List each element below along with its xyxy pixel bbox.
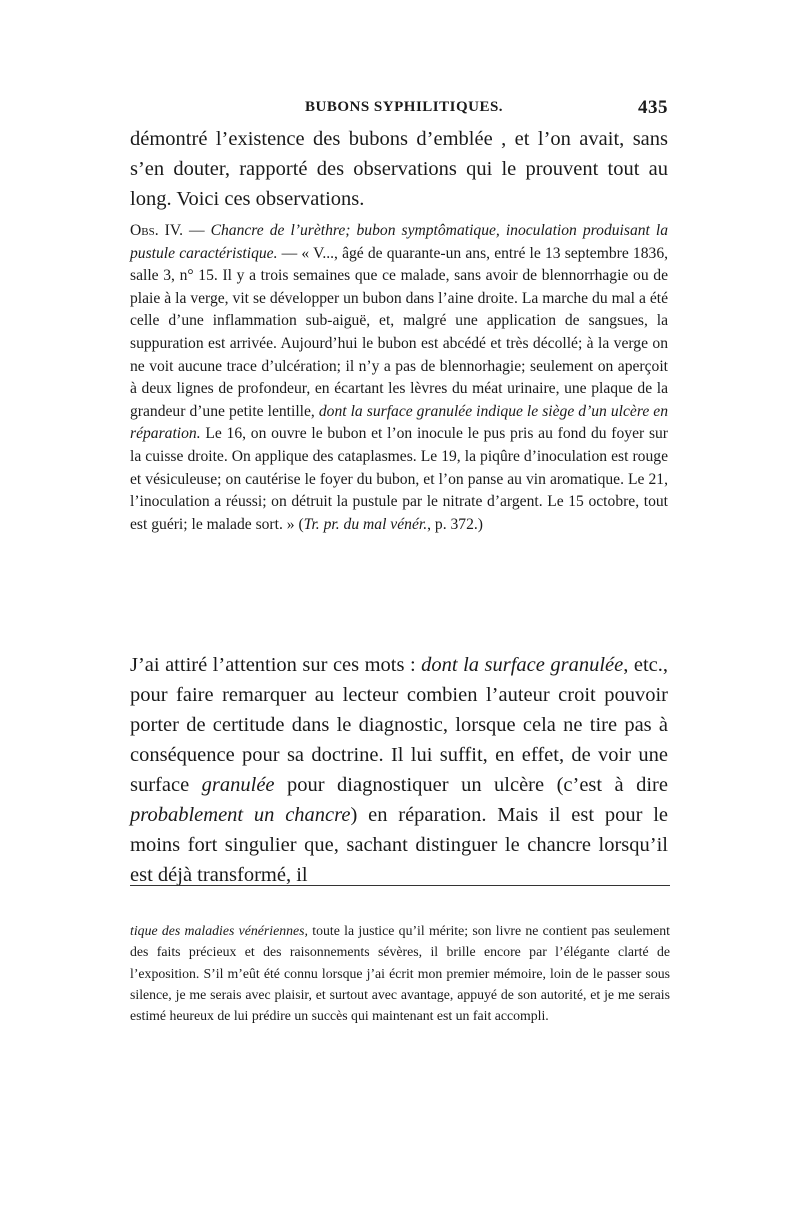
- intro-paragraph: démontré l’existence des bubons d’emblée , et l’on avait, sans s’en douter, rapporté des observations qui le prouvent tout au long. Voici ces observations.: [130, 128, 668, 210]
- main-text-1: J’ai attiré l’attention sur ces mots :: [130, 654, 422, 676]
- observation-italic-phrase: dont la surface granulée indique le siège d’un ulcère en réparation.: [130, 402, 669, 443]
- main-italic-3: probablement un chancre: [130, 804, 351, 826]
- observation-citation: Tr. pr. du mal vénér.: [303, 515, 428, 533]
- main-text-3: pour diagnostiquer un ulcère (c’est à dire: [274, 774, 668, 796]
- observation-paragraph: [130, 220, 668, 536]
- page-header: [130, 97, 668, 121]
- observation-title: Chancre de l’urèthre; bubon symptômatique, inoculation produisant la pustule caractéristique.: [130, 222, 669, 262]
- observation-text-1: — « V..., âgé de quarante-un ans, entré le 13 septembre 1836, salle 3, n° 15. Il y a trois semaines que ce malade, sans avoir de blennorrhagie ou de plaie à la verge, vit se développer un bubon dans l’aine droite. La marche du mal a été celle d’une inflammation sub-aiguë, et, malgré une application de sangsues, la suppuration est arrivée. Aujourd’hui le bubon est abcédé et très décollé; à la verge on ne voit aucune trace d’ulcération; il n’y a pas de blennorhagie; seulement on aperçoit à deux lignes de profondeur, en écartant les lèvres du méat urinaire, une plaque de la grandeur d’une petite lentille,: [130, 244, 669, 420]
- main-text-4: ) en réparation. Mais il est pour le moins fort singulier que, sachant distinguer le chancre lorsqu’il est déjà transformé, il: [130, 804, 669, 886]
- observation-dash: —: [182, 222, 211, 239]
- footnote: [130, 920, 670, 1026]
- main-italic-2: granulée: [201, 774, 275, 796]
- footnote-italic: tique des maladies vénériennes,: [130, 923, 308, 938]
- main-italic-1: dont la surface granulée: [421, 654, 624, 676]
- main-text-2: , etc., pour faire remarquer au lecteur combien l’auteur croit pouvoir porter de certitude dans le diagnostic, lorsque cela ne tire pas à conséquence pour sa doctrine. Il lui suffit, en effet, de voir une surface: [130, 654, 668, 796]
- footnote-text: toute la justice qu’il mérite; son livre ne contient pas seulement des faits précieux et des raisonnements sévères, il brille encore par l’élégante clarté de l’exposition. S’il m’eût été connu lorsque j’ai écrit mon premier mémoire, loin de le passer sous silence, je me serais avec plaisir, et surtout avec avantage, appuyé de son autorité, et je me serais estimé heureux de lui prédire un succès qui maintenant est un fait accompli.: [130, 923, 671, 1024]
- main-paragraph: [130, 650, 668, 890]
- observation-label: Obs. IV.: [130, 222, 183, 239]
- page-number: 435: [638, 97, 668, 118]
- running-title: BUBONS SYPHILITIQUES.: [305, 99, 504, 115]
- observation-text-3: , p. 372.): [427, 515, 483, 533]
- footnote-rule: [130, 885, 670, 886]
- observation-text-2: Le 16, on ouvre le bubon et l’on inocule le pus pris au fond du foyer sur la cuisse droite. On applique des cataplasmes. Le 19, la piqûre d’inoculation est rouge et vésiculeuse; on cautérise le foyer du bubon, et l’on panse au vin aromatique. Le 21, l’inoculation a réussi; on détruit la pustule par le nitrate d’argent. Le 15 octobre, tout est guéri; le malade sort. » (: [130, 425, 668, 533]
